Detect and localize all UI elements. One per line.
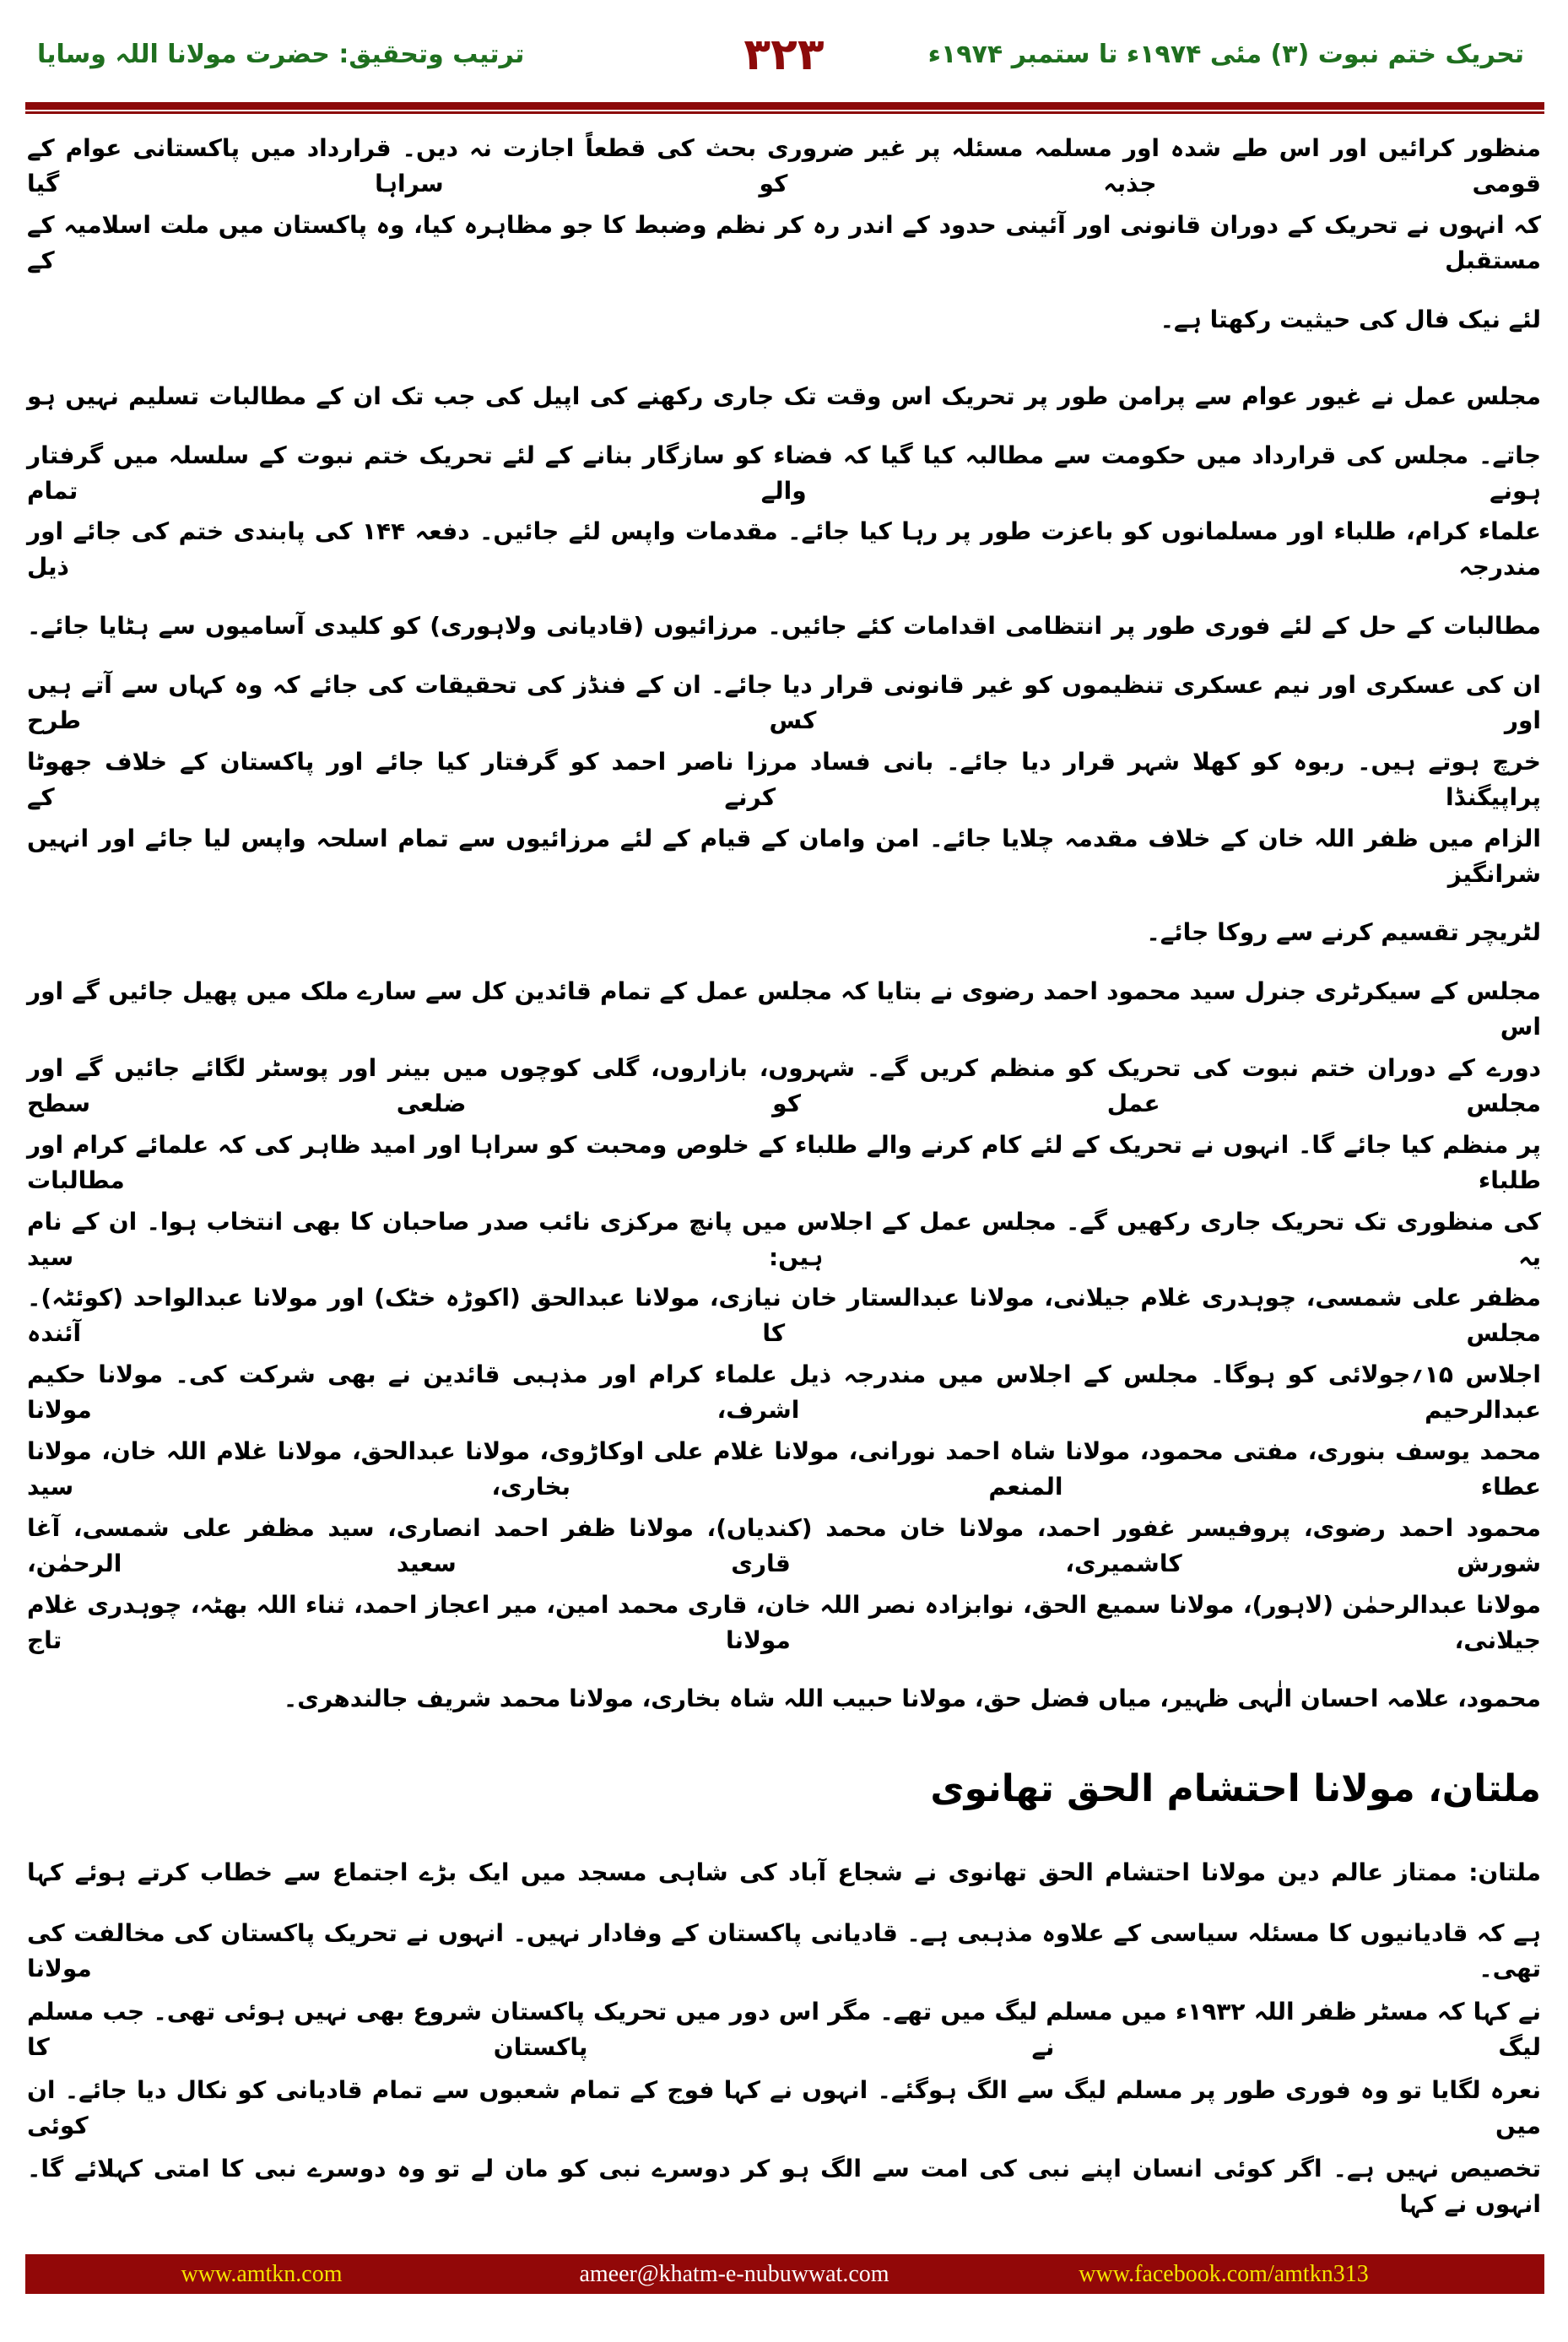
text-line bbox=[27, 1278, 1541, 1355]
text-line bbox=[27, 435, 1541, 511]
text-line bbox=[27, 741, 1541, 818]
section-heading: ملتان، مولانا احتشام الحق تھانوی bbox=[930, 1767, 1541, 1810]
text-line-content: ہے کہ قادیانیوں کا مسئلہ سیاسی کے علاوہ مذہبی ہے۔ قادیانی پاکستان کے وفادار نہیں۔ انہوں نے تحریک پاکستان کی مخالفت کی تھی۔ مولانا bbox=[27, 1918, 1541, 1982]
text-line bbox=[27, 1661, 1541, 1738]
text-line bbox=[27, 1048, 1541, 1125]
text-line-content: دورے کے دوران ختم نبوت کی تحریک کو منظم کریں گے۔ شہروں، بازاروں، گلی کوچوں میں بینر اور پوسٹر لگائے جائیں گے اور مجلس عمل کو ضلعی سطح bbox=[27, 1053, 1541, 1117]
website-link[interactable]: www.amtkn.com bbox=[181, 2261, 343, 2287]
text-line-content: مولانا عبدالرحمٰن (لاہور)، مولانا سمیع الحق، نوابزادہ نصر اللہ خان، قاری محمد امین، میر اعجاز احمد، ثناء اللہ بھٹہ، چوہدری غلام جیلانی، مولانا تاج bbox=[27, 1590, 1541, 1654]
text-line-content: لٹریچر تقسیم کرنے سے روکا جائے۔ bbox=[1146, 918, 1541, 947]
text-line bbox=[27, 205, 1541, 282]
text-line bbox=[27, 1355, 1541, 1431]
paragraph bbox=[27, 971, 1541, 1738]
main-text bbox=[27, 128, 1541, 1738]
text-line bbox=[27, 1201, 1541, 1278]
paragraph bbox=[27, 358, 1541, 971]
text-line bbox=[27, 2147, 1541, 2226]
text-line-content: نعرہ لگایا تو وہ فوری طور پر مسلم لیگ سے الگ ہوگئے۔ انہوں نے کہا فوج کے تمام شعبوں سے تمام قادیانی کو نکال دیا جائے۔ ان میں کوئی bbox=[27, 2075, 1541, 2139]
text-line-content: منظور کرائیں اور اس طے شدہ اور مسلمہ مسئلہ پر غیر ضروری بحث کی قطعاً اجازت نہ دیں۔ قرارداد میں پاکستانی عوام کے قومی جذبہ کو سراہا گیا bbox=[27, 134, 1542, 198]
text-line-content: محمد یوسف بنوری، مفتی محمود، مولانا شاہ احمد نورانی، مولانا غلام علی اوکاڑوی، مولانا عبدالحق، مولانا غلام اللہ خان، مولانا عطاء المنعم بخاری، سید bbox=[27, 1436, 1541, 1501]
text-line bbox=[27, 1124, 1541, 1201]
text-line-content: نے کہا کہ مسٹر ظفر اللہ ۱۹۳۲ء میں مسلم لیگ میں تھے۔ مگر اس دور میں تحریک پاکستان شروع بھی نہیں ہوئی تھی۔ جب مسلم لیگ نے پاکستان کا bbox=[27, 1997, 1541, 2061]
text-line-content: الزام میں ظفر اللہ خان کے خلاف مقدمہ چلایا جائے۔ امن وامان کے قیام کے لئے مرزائیوں سے تمام اسلحہ واپس لیا جائے اور انہیں شرانگیز bbox=[27, 824, 1541, 888]
text-line-content: پر منظم کیا جائے گا۔ انہوں نے تحریک کے لئے کام کرنے والے طلباء کے خلوص ومحبت کو سراہا اور امید ظاہر کی کہ علمائے کرام اور طلباء مطالبات bbox=[27, 1130, 1541, 1194]
text-line-content: محمود احمد رضوی، پروفیسر غفور احمد، مولانا خان محمد (کندیاں)، مولانا ظفر احمد انصاری، سید مظفر علی شمسی، آغا شورش کاشمیری، قاری سعید الرحمٰن، bbox=[27, 1513, 1541, 1577]
text-line bbox=[27, 1584, 1541, 1661]
text-line bbox=[27, 2069, 1541, 2147]
text-line-content: مطالبات کے حل کے لئے فوری طور پر انتظامی اقدامات کئے جائیں۔ مرزائیوں (قادیانی ولاہوری) کو کلیدی آسامیوں سے ہٹایا جائے۔ bbox=[27, 612, 1541, 641]
header-rule-thick bbox=[25, 102, 1544, 110]
text-line bbox=[27, 818, 1541, 895]
section-paragraph bbox=[27, 1833, 1541, 2226]
text-line-content: جاتے۔ مجلس کی قرارداد میں حکومت سے مطالبہ کیا گیا کہ فضاء کو سازگار بنانے کے لئے تحریک ختم نبوت کے سلسلہ میں گرفتار ہونے والے تمام bbox=[27, 441, 1541, 505]
text-line-content: تخصیص نہیں ہے۔ اگر کوئی انسان اپنے نبی کی امت سے الگ ہو کر دوسرے نبی کو مان لے تو وہ دوسرے نبی کا امتی کہلائے گا۔ انہوں نے کہا bbox=[27, 2154, 1541, 2218]
compiler-credit: ترتیب وتحقیق: حضرت مولانا اللہ وسایا bbox=[37, 40, 525, 69]
text-line bbox=[27, 665, 1541, 742]
text-line-content: ملتان: ممتاز عالم دین مولانا احتشام الحق تھانوی نے شجاع آباد کی شاہی مسجد میں ایک بڑے اجتماع سے خطاب کرتے ہوئے کہا bbox=[27, 1858, 1541, 1886]
text-line-content: خرچ ہوتے ہیں۔ ربوہ کو کھلا شہر قرار دیا جائے۔ بانی فساد مرزا ناصر احمد کو گرفتار کیا جائے اور پاکستان کے خلاف جھوٹا پراپیگنڈا کرنے کے bbox=[27, 747, 1541, 811]
text-line-content: ان کی عسکری اور نیم عسکری تنظیموں کو غیر قانونی قرار دیا جائے۔ ان کے فنڈز کی تحقیقات کی جائے کہ وہ کہاں سے آتے ہیں اور کس طرح bbox=[27, 670, 1541, 734]
text-line bbox=[27, 128, 1541, 205]
text-line bbox=[27, 1990, 1541, 2069]
text-line bbox=[27, 1507, 1541, 1584]
text-line-content: مظفر علی شمسی، چوہدری غلام جیلانی، مولانا عبدالستار خان نیازی، مولانا عبدالحق (اکوڑہ خٹک) اور مولانا عبدالواحد (کوئٹہ)۔ مجلس کا آئندہ bbox=[27, 1284, 1541, 1348]
text-line bbox=[27, 282, 1541, 359]
email-link[interactable]: ameer@khatm-e-nubuwwat.com bbox=[579, 2261, 889, 2287]
text-line bbox=[27, 1431, 1541, 1508]
text-line bbox=[27, 511, 1541, 588]
text-line-content: مجلس کے سیکرٹری جنرل سید محمود احمد رضوی نے بتایا کہ مجلس عمل کے تمام قائدین کل سے سارے ملک میں پھیل جائیں گے اور اس bbox=[27, 977, 1541, 1041]
text-line-content: لئے نیک فال کی حیثیت رکھتا ہے۔ bbox=[1160, 305, 1541, 333]
text-line-content: اجلاس ۱۵؍جولائی کو ہوگا۔ مجلس کے اجلاس میں مندرجہ ذیل علماء کرام اور مذہبی قائدین نے بھی شرکت کی۔ مولانا حکیم عبدالرحیم اشرف، مولانا bbox=[27, 1360, 1542, 1425]
text-line-content: مجلس عمل نے غیور عوام سے پرامن طور پر تحریک اس وقت تک جاری رکھنے کی اپیل کی جب تک ان کے مطالبات تسلیم نہیں ہو bbox=[27, 381, 1541, 410]
text-line-content: کہ انہوں نے تحریک کے دوران قانونی اور آئینی حدود کے اندر رہ کر نظم وضبط کا جو مظاہرہ کیا، وہ پاکستان میں ملت اسلامیہ کے مستقبل کے bbox=[27, 211, 1541, 275]
text-line-content: علماء کرام، طلباء اور مسلمانوں کو باعزت طور پر رہا کیا جائے۔ مقدمات واپس لئے جائیں۔ دفعہ ۱۴۴ کی پابندی ختم کی جائے اور مندرجہ ذیل bbox=[27, 517, 1541, 581]
page-number: ۳۲۳ bbox=[743, 30, 825, 80]
text-line bbox=[27, 895, 1541, 971]
facebook-link[interactable]: www.facebook.com/amtkn313 bbox=[1079, 2261, 1369, 2287]
text-line bbox=[27, 1833, 1541, 1912]
text-line-content: کی منظوری تک تحریک جاری رکھیں گے۔ مجلس عمل کے اجلاس میں پانچ مرکزی نائب صدر صاحبان کا بھی انتخاب ہوا۔ ان کے نام یہ ہیں: سید bbox=[27, 1207, 1541, 1271]
text-line-content: محمود، علامہ احسان الٰہی ظہیر، میاں فضل حق، مولانا حبیب اللہ شاہ بخاری، مولانا محمد شریف جالندھری۔ bbox=[283, 1685, 1541, 1713]
text-line bbox=[27, 971, 1541, 1048]
text-line bbox=[27, 358, 1541, 435]
paragraph bbox=[27, 128, 1541, 358]
book-title: تحریک ختم نبوت (۳) مئی ۱۹۷۴ء تا ستمبر ۱۹۷۴ء bbox=[927, 40, 1524, 69]
footer-bar bbox=[25, 2254, 1544, 2294]
text-line bbox=[27, 1912, 1541, 1990]
header-rule-thin bbox=[25, 111, 1544, 114]
text-line bbox=[27, 588, 1541, 665]
